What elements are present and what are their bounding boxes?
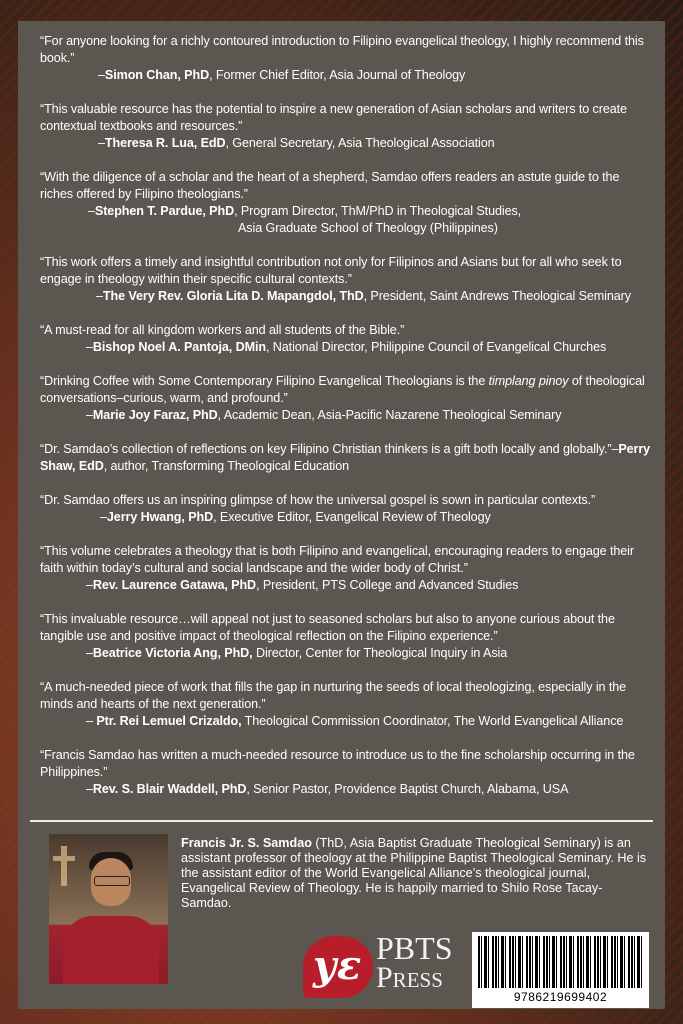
endorsement-8: “Dr. Samdao offers us an inspiring glimpse of how the universal gospel is sown in particular contexts.” –Jerry Hwang, PhD, Executive Editor, Evangelical Review of Theology: [40, 492, 651, 526]
cross-icon: [61, 846, 67, 886]
endorsement-9: “This volume celebrates a theology that is both Filipino and evangelical, encouraging readers to engage their faith within today’s cultural and social landscape and the wider body of Christ.” –Rev. Laurence Gatawa, PhD, President, PTS College and Advanced Studies: [40, 543, 651, 594]
barcode-bars: [478, 936, 643, 988]
section-divider: [30, 820, 653, 822]
isbn-number: 9786219699402: [513, 990, 608, 1004]
endorsement-2: “This valuable resource has the potential to inspire a new generation of Asian scholars and writers to create contextual textbooks and resources.” –Theresa R. Lua, EdD, General Secretary, Asia Theological Association: [40, 101, 651, 152]
isbn-barcode: [472, 932, 649, 1008]
endorsement-attribution: –Rev. Laurence Gatawa, PhD, President, PTS College and Advanced Studies: [86, 578, 519, 592]
publisher-name: PBTS Press: [376, 930, 453, 994]
endorsement-7: “Dr. Samdao’s collection of reflections on key Filipino Christian thinkers is a gift both locally and globally.”–Perry Shaw, EdD, author, Transforming Theological Education: [40, 442, 651, 473]
endorsement-11: “A much-needed piece of work that fills the gap in nurturing the seeds of local theologizing, especially in the minds and hearts of the next generation.” – Ptr. Rei Lemuel Crizaldo, Theological Commission Coordinator, The World Evangelical Alliance: [40, 679, 651, 730]
endorsement-12: “Francis Samdao has written a much-needed resource to introduce us to the fine scholarship occurring in the Philippines.” –Rev. S. Blair Waddell, PhD, Senior Pastor, Providence Baptist Church, Alabama, USA: [40, 747, 651, 798]
author-bio: Francis Jr. S. Samdao (ThD, Asia Baptist Graduate Theological Seminary) is an assistant professor of theology at the Philippine Baptist Theological Seminary. He is the assistant editor of the World Evangelical Alliance’s theological journal, Evangelical Review of Theology. He is happily married to Shilo Rose Tacay-Samdao.: [181, 836, 647, 910]
endorsement-attribution: –Bishop Noel A. Pantoja, DMin, National Director, Philippine Council of Evangelical Churches: [86, 340, 607, 354]
endorsement-attribution: –Simon Chan, PhD, Former Chief Editor, Asia Journal of Theology: [98, 68, 466, 82]
pbts-logo-icon: уε: [303, 936, 373, 998]
endorsement-attribution: – Ptr. Rei Lemuel Crizaldo, Theological Commission Coordinator, The World Evangelical Alliance: [86, 714, 624, 728]
endorsement-6: “Drinking Coffee with Some Contemporary Filipino Evangelical Theologians is the timplang pinoy of theological conversations–curious, warm, and profound.” –Marie Joy Faraz, PhD, Academic Dean, Asia-Pacific Nazarene Theological Seminary: [40, 373, 651, 424]
endorsement-attribution: –The Very Rev. Gloria Lita D. Mapangdol, ThD, President, Saint Andrews Theological Seminary: [96, 289, 631, 303]
endorsement-10: “This invaluable resource…will appeal not just to seasoned scholars but also to anyone curious about the tangible use and positive impact of theological reflection on the Filipino experience.” –Beatrice Victoria Ang, PhD, Director, Center for Theological Inquiry in Asia: [40, 611, 651, 662]
endorsement-attribution: –Rev. S. Blair Waddell, PhD, Senior Pastor, Providence Baptist Church, Alabama, USA: [86, 782, 569, 796]
endorsement-attribution: –Theresa R. Lua, EdD, General Secretary, Asia Theological Association: [98, 136, 495, 150]
endorsement-5: “A must-read for all kingdom workers and all students of the Bible.” –Bishop Noel A. Pantoja, DMin, National Director, Philippine Council of Evangelical Churches: [40, 322, 651, 356]
endorsement-attribution: –Stephen T. Pardue, PhD, Program Director, ThM/PhD in Theological Studies,: [88, 204, 522, 218]
endorsement-4: “This work offers a timely and insightful contribution not only for Filipinos and Asians but for all who seek to engage in theology within their specific cultural contexts.” –The Very Rev. Gloria Lita D. Mapangdol, ThD, President, Saint Andrews Theological Seminary: [40, 254, 651, 305]
back-cover-panel: [18, 21, 665, 1009]
endorsement-3: “With the diligence of a scholar and the heart of a shepherd, Samdao offers readers an astute guide to the riches offered by Filipino theologians.” –Stephen T. Pardue, PhD, Program Director, ThM/PhD in Theological Studies, Asia Graduate School of Theology (Philippines): [40, 169, 651, 237]
endorsement-attribution: –Beatrice Victoria Ang, PhD, Director, Center for Theological Inquiry in Asia: [86, 646, 508, 660]
author-photo: [49, 834, 168, 984]
endorsement-attribution: –Jerry Hwang, PhD, Executive Editor, Evangelical Review of Theology: [100, 510, 491, 524]
endorsement-1: “For anyone looking for a richly contoured introduction to Filipino evangelical theology, I highly recommend this book.” –Simon Chan, PhD, Former Chief Editor, Asia Journal of Theology: [40, 33, 651, 84]
endorsement-attribution: –Marie Joy Faraz, PhD, Academic Dean, Asia-Pacific Nazarene Theological Seminary: [86, 408, 562, 422]
